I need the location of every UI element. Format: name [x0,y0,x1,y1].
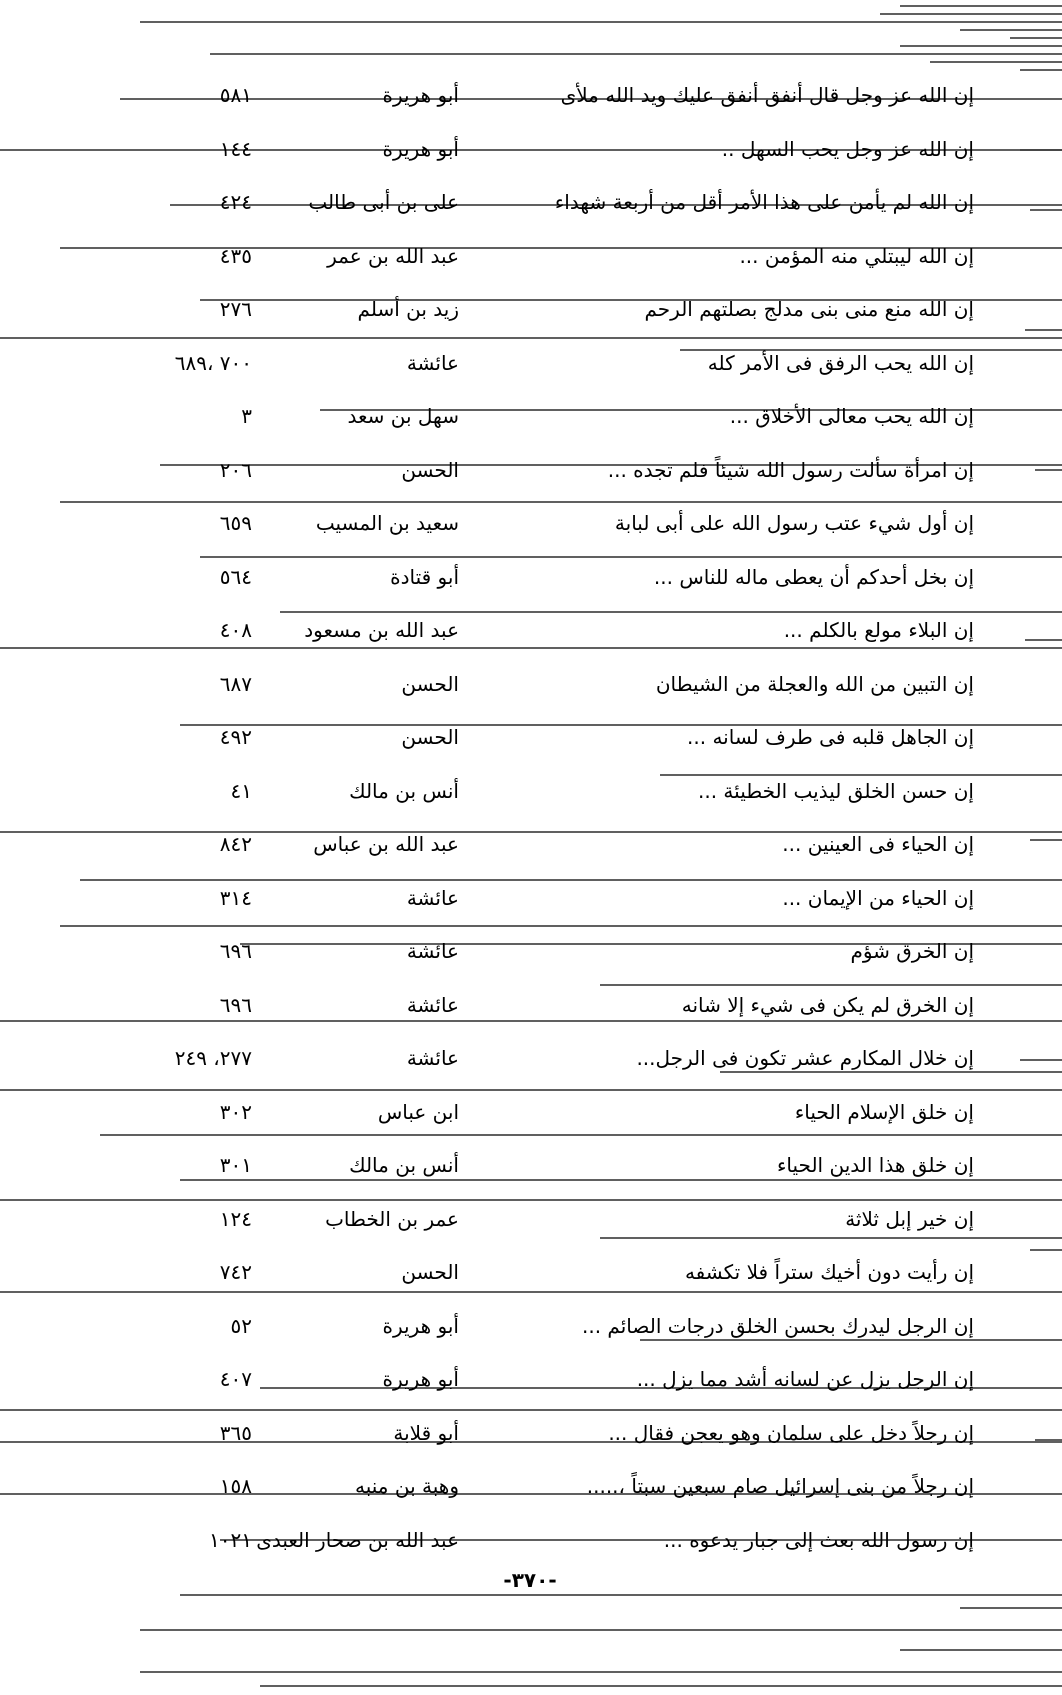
hadith-text: إن امرأة سألت رسول الله شيئاً فلم تجده ... [607,457,974,482]
index-entry [0,720,1062,774]
page-ref: ١٤٤ [219,136,252,161]
hadith-text: إن بخل أحدكم أن يعطى ماله للناس ... [653,564,974,589]
narrator: عبد الله بن مسعود [304,618,459,642]
page-ref: ٨٤٢ [219,832,252,856]
index-entry [0,560,1062,614]
narrator: عائشة [406,350,459,375]
hadith-text: إن الله عز وجل يحب السهل .. [721,136,974,161]
narrator: الحسن [401,1260,459,1284]
page-ref: ٤٣٥ [219,243,252,268]
narrator: أنس بن مالك [349,778,459,803]
index-entry [0,239,1062,293]
index-entry [0,827,1062,881]
hadith-text: إن خير إبل ثلاثة [845,1206,974,1231]
hadith-text: إن التبين من الله والعجلة من الشيطان [655,671,974,696]
index-entry [0,1362,1062,1416]
index-entry [0,1202,1062,1256]
page-number: -٣٧٠- [503,1568,557,1592]
hadith-text: إن الله ليبتلي منه المؤمن ... [739,243,974,268]
index-entry [0,934,1062,988]
narrator: ابن عباس [377,1099,459,1124]
index-entry [0,292,1062,346]
page-ref: ١٥٨ [219,1474,252,1498]
hadith-text: إن الخرق لم يكن فى شيء إلا شانه [681,992,974,1017]
hadith-text: إن الله يحب معالى الأخلاق ... [729,404,974,428]
narrator: عبد الله بن عباس [313,832,459,856]
page-ref: ٧٠٠ ،٦٨٩ [174,350,252,375]
hadith-text: إن الحياء من الإيمان ... [782,885,974,910]
page-ref: ٧٤٢ [219,1260,252,1284]
index-entry [0,1255,1062,1309]
index-entry [0,346,1062,400]
page-ref: ٣٠٢ [219,1099,252,1124]
page-ref: ٣١٤ [219,885,252,910]
index-entry [0,185,1062,239]
page-ref: ٦٥٩ [219,511,252,535]
hadith-text: إن الخرق شؤم [850,939,974,963]
narrator: عبد الله بن صحار العبدى [256,1527,459,1552]
hadith-text: إن الله يحب الرفق فى الأمر كله [707,350,974,375]
narrator: عائشة [406,1046,459,1070]
narrator: أبو قلابة [393,1420,459,1445]
index-entry [0,1095,1062,1149]
hadith-text: إن البلاء مولع بالكلم ... [783,618,974,642]
index-entry [0,132,1062,186]
index-entry [0,506,1062,560]
narrator: سهل بن سعد [347,404,459,428]
page-ref: ١٠٢١ [209,1527,252,1552]
hadith-text: إن خلق هذا الدين الحياء [777,1153,974,1177]
page-ref: ٦٨٧ [219,671,252,696]
page-ref: ٦٩٦ [219,939,252,963]
page-ref: ٥٦٤ [219,564,252,589]
narrator: الحسن [401,457,459,482]
narrator: عبد الله بن عمر [327,243,459,268]
hadith-text: إن أول شيء عتب رسول الله على أبى لبابة [614,511,974,535]
index-entry [0,1469,1062,1523]
page-ref: ٤٢٤ [219,190,252,214]
hadith-text: إن رأيت دون أخيك ستراً فلا تكشفه [684,1260,974,1284]
narrator: عمر بن الخطاب [325,1206,459,1231]
hadith-text: إن الرجل ليدرك بحسن الخلق درجات الصائم ... [581,1313,974,1338]
hadith-text: إن الرجل يزل عن لسانه أشد مما يزل ... [636,1367,974,1391]
narrator: أبو هريرة [382,1313,459,1338]
page-ref: ١٢٤ [219,1206,252,1231]
page-ref: ٤١ [230,778,252,803]
page-ref: ٢٧٧، ٢٤٩ [174,1046,252,1070]
narrator: أبو هريرة [382,1367,459,1391]
narrator: عائشة [406,939,459,963]
narrator: أنس بن مالك [349,1153,459,1177]
hadith-text: إن رجلاً دخل على سلمان وهو يعجن فقال ... [608,1420,974,1445]
narrator: الحسن [401,725,459,749]
index-list [0,78,1062,1576]
page-ref: ٣٠١ [219,1153,252,1177]
index-entry [0,1041,1062,1095]
index-entry [0,881,1062,935]
page-ref: ٣ [241,404,252,428]
index-entry [0,1148,1062,1202]
index-entry [0,667,1062,721]
hadith-text: إن الله عز وجل قال أنفق أنفق عليك ويد الله ملأى [560,83,974,107]
hadith-text: إن خلال المكارم عشر تكون فى الرجل... [636,1046,974,1070]
page-ref: ٤٩٢ [219,725,252,749]
page-ref: ٤٠٨ [219,618,252,642]
index-entry [0,399,1062,453]
narrator: أبو قتادة [390,564,459,589]
hadith-text: إن الله لم يأمن على هذا الأمر أقل من أربعة شهداء [554,190,974,214]
page-ref: ٥٨١ [219,83,252,107]
hadith-text: إن الجاهل قلبه فى طرف لسانه ... [687,725,974,749]
page-ref: ٢٠٦ [219,457,252,482]
narrator: على بن أبى طالب [308,190,459,214]
narrator: عائشة [406,885,459,910]
index-entry [0,1309,1062,1363]
index-entry [0,453,1062,507]
narrator: الحسن [401,671,459,696]
index-entry [0,774,1062,828]
narrator: زيد بن أسلم [357,297,459,321]
hadith-text: إن خلق الإسلام الحياء [794,1099,974,1124]
page-ref: ٤٠٧ [219,1367,252,1391]
narrator: أبو هريرة [382,136,459,161]
narrator: سعيد بن المسيب [315,511,459,535]
narrator: أبو هريرة [382,83,459,107]
index-entry [0,78,1062,132]
index-entry [0,1416,1062,1470]
index-entry [0,613,1062,667]
hadith-text: إن رجلاً من بنى إسرائيل صام سبعين سبتاً ،..... [586,1474,974,1498]
narrator: وهبة بن منبه [355,1474,459,1498]
hadith-text: إن حسن الخلق ليذيب الخطيئة ... [698,778,974,803]
page-ref: ٦٩٦ [219,992,252,1017]
page-ref: ٢٧٦ [219,297,252,321]
hadith-text: إن الله منع منى بنى مدلج بصلتهم الرحم [644,297,974,321]
hadith-text: إن رسول الله بعث إلى جبار يدعوه ... [663,1527,974,1552]
page-ref: ٣٦٥ [219,1420,252,1445]
narrator: عائشة [406,992,459,1017]
page-ref: ٥٢ [230,1313,252,1338]
index-entry [0,988,1062,1042]
hadith-text: إن الحياء فى العينين ... [782,832,974,856]
